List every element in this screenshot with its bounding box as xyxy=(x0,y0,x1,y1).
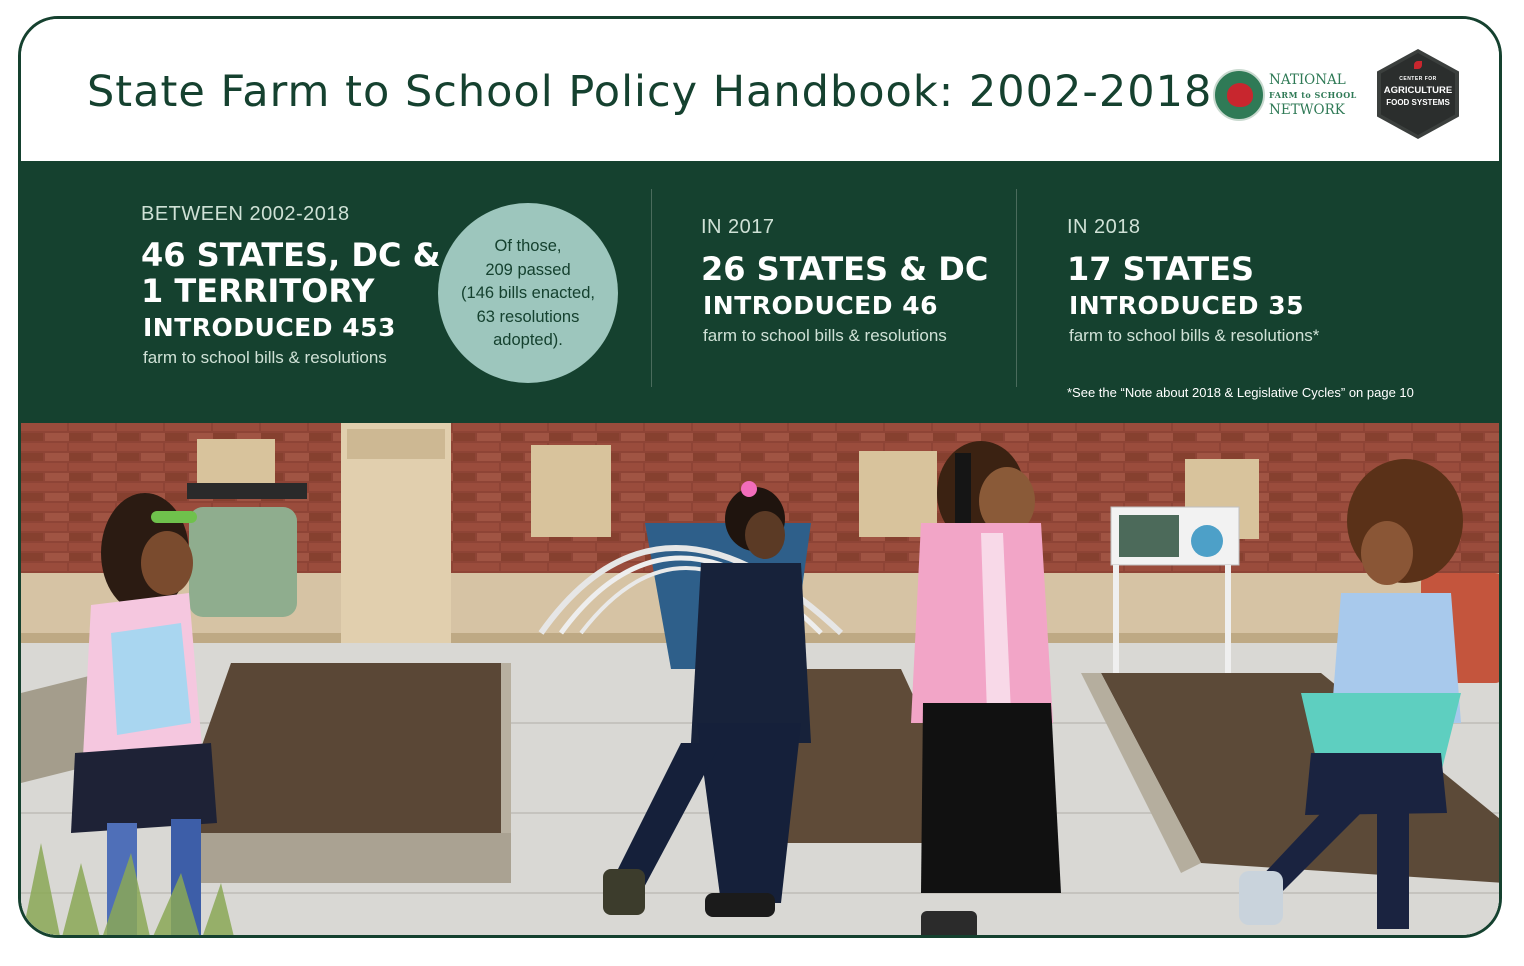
apple-icon xyxy=(1213,69,1265,121)
stat-kicker: IN 2018 xyxy=(1067,216,1141,238)
page-title: State Farm to School Policy Handbook: 2002-2018 xyxy=(87,67,1213,117)
garden-photo xyxy=(21,423,1499,938)
children-garden-illustration xyxy=(21,423,1499,938)
passed-bubble: Of those, 209 passed (146 bills enacted, 63 resolutions adopted). xyxy=(438,203,618,383)
footnote: *See the “Note about 2018 & Legislative Cycles” on page 10 xyxy=(1067,385,1414,400)
stats-band xyxy=(21,161,1499,423)
infographic-card xyxy=(18,16,1502,938)
stat-headline: 17 STATES xyxy=(1067,250,1255,288)
stat-caption: farm to school bills & resolutions* xyxy=(1069,326,1320,345)
header xyxy=(21,19,1499,161)
stat-headline: 1 TERRITORY xyxy=(141,272,375,310)
stat-action: INTRODUCED 453 xyxy=(143,313,396,342)
stat-caption: farm to school bills & resolutions xyxy=(703,326,947,345)
stat-headline: 46 STATES, DC & xyxy=(141,236,441,274)
stat-action: INTRODUCED 35 xyxy=(1069,291,1305,320)
divider xyxy=(1016,189,1017,387)
divider xyxy=(651,189,652,387)
stat-headline: 26 STATES & DC xyxy=(701,250,989,288)
cafs-logo xyxy=(1377,49,1459,139)
nfsn-logo xyxy=(1213,69,1357,125)
stat-kicker: BETWEEN 2002-2018 xyxy=(141,203,350,225)
nfsn-logo-text: NATIONAL FARM to SCHOOL NETWORK xyxy=(1269,72,1357,118)
stat-caption: farm to school bills & resolutions xyxy=(143,348,387,367)
cafs-logo-text: CENTER FOR AGRICULTURE FOOD SYSTEMS xyxy=(1383,76,1453,107)
stat-action: INTRODUCED 46 xyxy=(703,291,939,320)
stat-kicker: IN 2017 xyxy=(701,216,775,238)
